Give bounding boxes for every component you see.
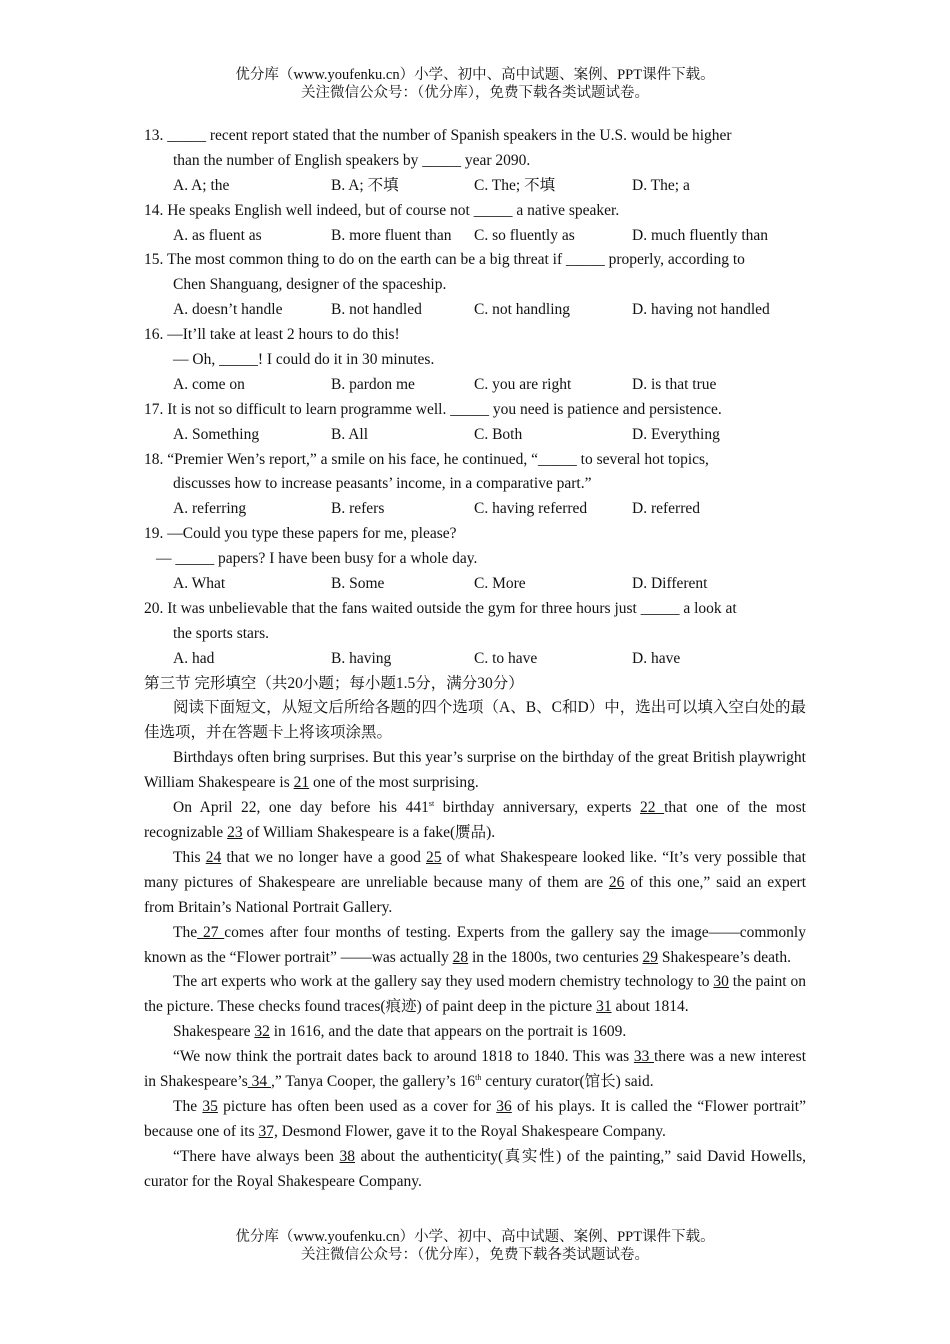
question-16-options — [144, 373, 806, 398]
blank-30: 30 — [713, 973, 729, 991]
blank-36: 36 — [496, 1097, 512, 1115]
option-b: B. refers — [331, 500, 385, 518]
blank-22: 22 — [640, 799, 665, 817]
question-17-options — [144, 423, 806, 448]
option-b: B. pardon me — [331, 375, 415, 393]
question-19-options — [144, 572, 806, 597]
passage-paragraph-8: The 35 picture has often been used as a cover for 36 of his plays. It is called the “Flower portrait” because one of its 37, Desmond Flower, gave it to the Royal Shakespeare Company. — [144, 1097, 806, 1140]
blank-35: 35 — [202, 1097, 218, 1115]
option-b: B. Some — [331, 575, 385, 593]
header-line-2: 关注微信公众号：（优分库），免费下载各类试题试卷。 — [301, 85, 649, 101]
question-13-options — [144, 174, 806, 199]
blank-23: 23 — [227, 824, 243, 842]
option-a: A. as fluent as — [173, 226, 262, 244]
blank-24: 24 — [205, 848, 222, 866]
option-b: B. more fluent than — [331, 226, 452, 244]
question-18-options — [144, 497, 806, 522]
option-d: D. having not handled — [632, 301, 770, 319]
question-15-stem: 15. The most common thing to do on the earth can be a big threat if _____ properly, according to — [144, 251, 745, 269]
option-d: D. Everything — [632, 425, 720, 443]
passage-paragraph-4: The 27 comes after four months of testing. Experts from the gallery say the image——commonly known as the “Flower portrait” ——was actually 28 in the 1800s, two centuries 29 Shakespeare’s death. — [144, 923, 806, 966]
option-a: A. Something — [173, 425, 260, 443]
option-a: A. A; the — [173, 176, 230, 194]
question-18-stem: 18. “Premier Wen’s report,” a smile on his face, he continued, “_____ to several hot topics, — [144, 450, 709, 468]
option-d: D. have — [632, 649, 681, 667]
question-16-stem: 16. —It’ll take at least 2 hours to do this! — [144, 326, 400, 344]
passage-paragraph-2: On April 22, one day before his 441st birthday anniversary, experts 22 that one of the most recognizable 23 of William Shakespeare is a fake(赝品). — [144, 799, 806, 842]
option-a: A. referring — [173, 500, 247, 518]
option-b: B. having — [331, 649, 392, 667]
page-footer — [0, 1228, 950, 1264]
question-13-stem-cont: than the number of English speakers by _____ year 2090. — [173, 151, 531, 169]
blank-32: 32 — [254, 1023, 270, 1041]
option-b: B. not handled — [331, 301, 422, 319]
section-instruction: 阅读下面短文，从短文后所给各题的四个选项（A、B、C和D）中，选出可以填入空白处的最佳选项，并在答题卡上将该项涂黑。 — [144, 699, 806, 742]
option-a: A. had — [173, 649, 215, 667]
passage-paragraph-5: The art experts who work at the gallery say they used modern chemistry technology to 30 the paint on the picture. These checks found traces(痕迹) of paint deep in the picture 31 about 1814. — [144, 973, 806, 1016]
blank-34: 34 — [247, 1073, 271, 1091]
option-a: A. come on — [173, 375, 245, 393]
option-a: A. What — [173, 575, 226, 593]
passage-paragraph-3: This 24 that we no longer have a good 25 of what Shakespeare looked like. “It’s very possible that many pictures of Shakespeare are unreliable because many of them are 26 of this one,” said an expert from Britain’s National Portrait Gallery. — [144, 848, 807, 916]
question-19-stem-cont: — _____ papers? I have been busy for a whole day. — [156, 550, 478, 568]
question-14-options — [144, 224, 806, 249]
question-19-stem: 19. —Could you type these papers for me, please? — [144, 525, 457, 543]
blank-25: 25 — [426, 848, 442, 866]
blank-29: 29 — [642, 948, 658, 966]
option-c: C. so fluently as — [474, 226, 575, 244]
option-d: D. The; a — [632, 176, 690, 194]
question-13-stem: 13. _____ recent report stated that the number of Spanish speakers in the U.S. would be higher — [144, 127, 732, 144]
option-c: C. you are right — [474, 375, 572, 393]
option-a: A. doesn’t handle — [173, 301, 283, 319]
question-20-options — [144, 647, 806, 672]
question-14-stem: 14. He speaks English well indeed, but of course not _____ a native speaker. — [144, 201, 620, 219]
blank-33: 33 — [633, 1048, 654, 1066]
option-c: C. to have — [474, 649, 538, 667]
option-c: C. More — [474, 575, 526, 593]
option-d: D. Different — [632, 575, 708, 593]
option-d: D. much fluently than — [632, 226, 769, 244]
blank-28: 28 — [452, 948, 469, 966]
question-20-stem-cont: the sports stars. — [173, 624, 270, 642]
question-15-options — [144, 298, 806, 323]
exam-content — [144, 124, 806, 1195]
question-20-stem: 20. It was unbelievable that the fans waited outside the gym for three hours just _____ a look at — [144, 599, 737, 617]
option-d: D. referred — [632, 500, 700, 518]
option-c: C. having referred — [474, 500, 588, 518]
option-d: D. is that true — [632, 375, 717, 393]
blank-27: 27 — [197, 923, 225, 941]
option-b: B. A; 不填 — [331, 176, 399, 194]
blank-38: 38 — [339, 1147, 356, 1165]
question-16-stem-cont: — Oh, _____! I could do it in 30 minutes. — [173, 351, 435, 369]
passage-paragraph-1: Birthdays often bring surprises. But this year’s surprise on the birthday of the great British playwright William Shakespeare is 21 one of the most surprising. — [144, 749, 806, 792]
footer-line-2: 关注微信公众号：（优分库），免费下载各类试题试卷。 — [301, 1247, 649, 1263]
option-c: C. The; 不填 — [474, 176, 556, 194]
passage-paragraph-7: “We now think the portrait dates back to around 1818 to 1840. This was 33 there was a new interest in Shakespeare’s 34 ,” Tanya Cooper, the gallery’s 16th century curator(馆长) said. — [144, 1048, 806, 1091]
header-line-1: 优分库（www.youfenku.cn）小学、初中、高中试题、案例、PPT课件下载。 — [235, 67, 715, 83]
question-18-stem-cont: discusses how to increase peasants’ income, in a comparative part.” — [173, 475, 592, 493]
blank-21: 21 — [293, 774, 310, 792]
passage-paragraph-6: Shakespeare 32 in 1616, and the date that appears on the portrait is 1609. — [173, 1023, 627, 1041]
question-17-stem: 17. It is not so difficult to learn programme well. _____ you need is patience and persistence. — [144, 400, 722, 418]
blank-26: 26 — [608, 873, 625, 891]
option-b: B. All — [331, 425, 369, 443]
passage-paragraph-9: “There have always been 38 about the authenticity(真实性) of the painting,” said David Howells, curator for the Royal Shakespeare Company. — [144, 1147, 806, 1190]
blank-31: 31 — [596, 998, 612, 1016]
question-15-stem-cont: Chen Shanguang, designer of the spaceship. — [173, 276, 447, 294]
blank-37: 37, — [258, 1122, 278, 1140]
section-title: 第三节 完形填空（共20小题；每小题1.5分，满分30分） — [144, 674, 524, 692]
option-c: C. Both — [474, 425, 523, 443]
page-header — [0, 66, 950, 102]
footer-line-1: 优分库（www.youfenku.cn）小学、初中、高中试题、案例、PPT课件下载。 — [235, 1229, 715, 1245]
option-c: C. not handling — [474, 301, 571, 319]
